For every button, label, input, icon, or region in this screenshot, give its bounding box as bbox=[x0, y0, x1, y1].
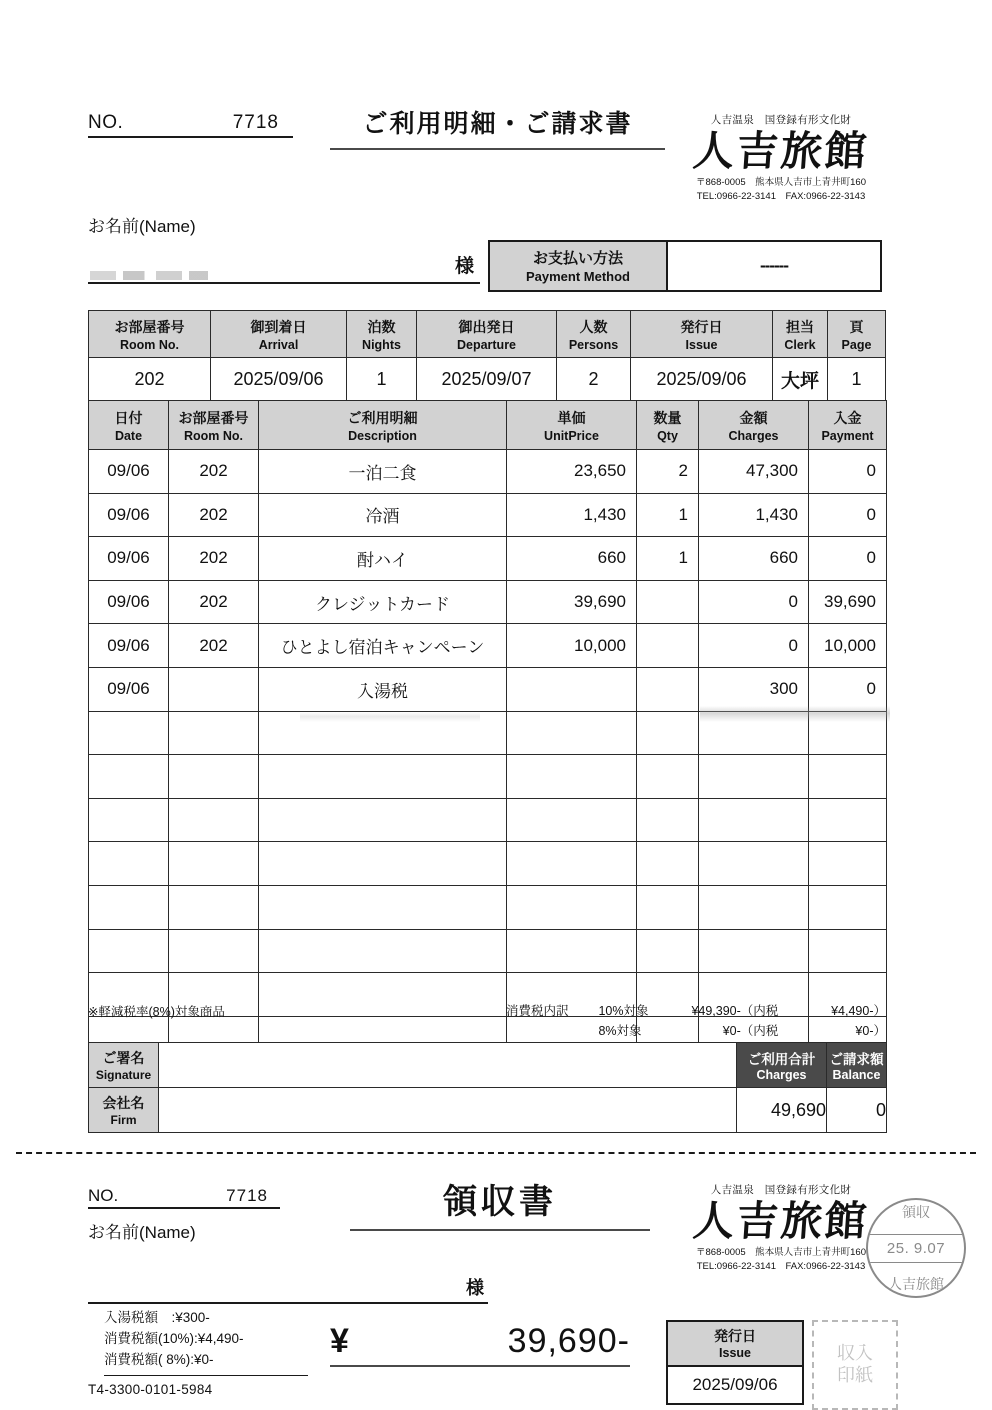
receipt-issue-label-ja: 発行日 bbox=[714, 1328, 756, 1344]
cell-charges bbox=[699, 929, 809, 973]
firm-input-area[interactable] bbox=[159, 1088, 737, 1133]
cell-charges bbox=[699, 798, 809, 842]
tax-spacer bbox=[506, 1020, 598, 1040]
table-row bbox=[89, 798, 887, 842]
cut-separator-line bbox=[16, 1152, 976, 1154]
cell-date: 09/06 bbox=[89, 580, 169, 624]
tax-amount-10: ¥49,390-（内税 bbox=[691, 1004, 779, 1018]
tax-target-10: 10%対象 bbox=[598, 1004, 649, 1018]
cell-payment: 10,000 bbox=[809, 624, 887, 668]
cell-date bbox=[89, 755, 169, 799]
stay-value-persons: 2 bbox=[557, 358, 631, 401]
cell-description bbox=[259, 798, 507, 842]
cell-room bbox=[169, 755, 259, 799]
tax-row-8 bbox=[506, 1020, 886, 1040]
detail-header-row bbox=[89, 401, 887, 450]
company-name-logo: 人吉旅館 bbox=[691, 127, 871, 175]
receipt-number-label: NO. bbox=[88, 1186, 119, 1205]
cell-charges: 300 bbox=[699, 667, 809, 711]
cell-qty bbox=[637, 885, 699, 929]
table-row bbox=[89, 842, 887, 886]
table-row bbox=[89, 493, 887, 537]
seal-bottom-text: 人吉旅館 bbox=[888, 1276, 944, 1292]
cell-unitprice bbox=[507, 798, 637, 842]
cell-charges: 0 bbox=[699, 580, 809, 624]
detail-header-unitprice: 単価 UnitPrice bbox=[507, 401, 637, 450]
payment-method-label-ja: お支払い方法 bbox=[532, 250, 623, 267]
consumption-tax-8-line: 消費税額( 8%):¥0- bbox=[104, 1351, 214, 1367]
table-row bbox=[89, 624, 887, 668]
receipt-issue-date-box bbox=[666, 1320, 804, 1405]
cell-payment bbox=[809, 885, 887, 929]
cell-qty bbox=[637, 667, 699, 711]
cell-unitprice bbox=[507, 929, 637, 973]
company-tagline: 人吉温泉 国登録有形文化財 bbox=[710, 114, 852, 126]
receipt-amount-rule bbox=[330, 1365, 630, 1367]
cell-unitprice: 23,650 bbox=[507, 450, 637, 494]
receipt-title-block bbox=[350, 1174, 650, 1231]
receipt-seal-stamp bbox=[866, 1198, 966, 1298]
cell-charges: 1,430 bbox=[699, 493, 809, 537]
stay-value-departure: 2025/09/07 bbox=[417, 358, 557, 401]
cell-description bbox=[259, 973, 507, 1017]
cell-payment bbox=[809, 711, 887, 755]
cell-room bbox=[169, 667, 259, 711]
cell-room bbox=[169, 885, 259, 929]
receipt-company-contact: TEL:0966-22-3141 FAX:0966-22-3143 bbox=[696, 1261, 866, 1273]
cell-qty bbox=[637, 624, 699, 668]
guest-name-honorific: 様 bbox=[454, 256, 474, 277]
detail-header-qty: 数量 Qty bbox=[637, 401, 699, 450]
detail-header-payment: 入金 Payment bbox=[809, 401, 887, 450]
payment-method-value: ------ bbox=[760, 256, 788, 275]
cell-qty bbox=[637, 929, 699, 973]
detail-line-items-table bbox=[88, 400, 887, 1060]
cell-description: 酎ハイ bbox=[259, 537, 507, 581]
tax-included-8: ¥0-） bbox=[855, 1024, 886, 1038]
receipt-number-block bbox=[88, 1186, 280, 1209]
bathing-tax-line: 入湯税額 :¥300- bbox=[104, 1310, 210, 1325]
payment-method-label-en: Payment Method bbox=[525, 269, 630, 284]
receipt-section bbox=[0, 1168, 992, 1402]
stay-header-clerk: 担当 Clerk bbox=[773, 311, 828, 358]
stay-header-issue: 発行日 Issue bbox=[631, 311, 773, 358]
table-row bbox=[89, 929, 887, 973]
detail-header-room: お部屋番号 Room No. bbox=[169, 401, 259, 450]
cell-payment bbox=[809, 842, 887, 886]
balance-total-value: 0 bbox=[827, 1088, 887, 1133]
payment-method-box bbox=[488, 240, 882, 292]
cell-description bbox=[259, 711, 507, 755]
cell-date bbox=[89, 711, 169, 755]
cell-room bbox=[169, 711, 259, 755]
signature-totals-table bbox=[88, 1042, 887, 1133]
cell-date: 09/06 bbox=[89, 450, 169, 494]
cell-room: 202 bbox=[169, 580, 259, 624]
table-row bbox=[89, 450, 887, 494]
receipt-issue-date-value: 2025/09/06 bbox=[668, 1367, 802, 1403]
cell-room bbox=[169, 798, 259, 842]
cell-qty: 1 bbox=[637, 537, 699, 581]
seal-top-text: 領収 bbox=[902, 1204, 930, 1220]
cell-unitprice: 660 bbox=[507, 537, 637, 581]
receipt-name-label: お名前(Name) bbox=[88, 1223, 196, 1242]
detail-header-date: 日付 Date bbox=[89, 401, 169, 450]
cell-qty bbox=[637, 842, 699, 886]
cell-unitprice bbox=[507, 667, 637, 711]
cell-unitprice bbox=[507, 711, 637, 755]
consumption-tax-10-line: 消費税額(10%):¥4,490- bbox=[104, 1330, 244, 1346]
guest-name-field[interactable] bbox=[88, 248, 480, 284]
cell-qty bbox=[637, 798, 699, 842]
cell-charges: 47,300 bbox=[699, 450, 809, 494]
cell-description bbox=[259, 929, 507, 973]
cell-date: 09/06 bbox=[89, 667, 169, 711]
cell-payment: 0 bbox=[809, 537, 887, 581]
stay-value-room: 202 bbox=[89, 358, 211, 401]
stay-value-issue: 2025/09/06 bbox=[631, 358, 773, 401]
guest-name-label: お名前(Name) bbox=[88, 217, 196, 236]
cell-date bbox=[89, 929, 169, 973]
table-row bbox=[89, 537, 887, 581]
yen-symbol: ¥ bbox=[330, 1322, 349, 1360]
cell-room: 202 bbox=[169, 537, 259, 581]
stay-value-clerk: 大坪 bbox=[773, 358, 828, 401]
stay-header-nights: 泊数 Nights bbox=[347, 311, 417, 358]
cell-description: ひとよし宿泊キャンペーン bbox=[259, 624, 507, 668]
receipt-title: 領収書 bbox=[443, 1183, 557, 1221]
revenue-stamp-placeholder bbox=[812, 1320, 898, 1410]
cell-qty bbox=[637, 580, 699, 624]
receipt-title-rule bbox=[350, 1229, 650, 1231]
signature-label: ご署名 Signature bbox=[89, 1043, 159, 1088]
receipt-number-value: 7718 bbox=[226, 1186, 268, 1205]
cell-room: 202 bbox=[169, 624, 259, 668]
cell-qty bbox=[637, 711, 699, 755]
stay-value-page: 1 bbox=[828, 358, 886, 401]
receipt-company-name-logo: 人吉旅館 bbox=[691, 1197, 871, 1245]
cell-charges: 0 bbox=[699, 624, 809, 668]
cell-unitprice bbox=[507, 885, 637, 929]
cell-payment: 39,690 bbox=[809, 580, 887, 624]
receipt-company-tagline: 人吉温泉 国登録有形文化財 bbox=[710, 1184, 852, 1196]
table-row bbox=[89, 885, 887, 929]
company-contact: TEL:0966-22-3141 FAX:0966-22-3143 bbox=[696, 191, 866, 203]
cell-room bbox=[169, 929, 259, 973]
stay-header-arrival: 御到着日 Arrival bbox=[211, 311, 347, 358]
cell-payment bbox=[809, 929, 887, 973]
cell-date: 09/06 bbox=[89, 537, 169, 581]
cell-qty: 1 bbox=[637, 493, 699, 537]
signature-input-area[interactable] bbox=[159, 1043, 737, 1088]
cell-room bbox=[169, 842, 259, 886]
cell-unitprice: 1,430 bbox=[507, 493, 637, 537]
revenue-stamp-text: 収入 印紙 bbox=[837, 1343, 873, 1385]
stay-value-nights: 1 bbox=[347, 358, 417, 401]
tax-amount-8: ¥0-（内税 bbox=[722, 1024, 779, 1038]
cell-date bbox=[89, 842, 169, 886]
charges-total-header: ご利用合計 Charges bbox=[737, 1043, 827, 1088]
cell-charges: 660 bbox=[699, 537, 809, 581]
receipt-amount-value: 39,690- bbox=[507, 1322, 630, 1360]
cell-unitprice bbox=[507, 755, 637, 799]
cell-payment: 0 bbox=[809, 667, 887, 711]
cell-room: 202 bbox=[169, 450, 259, 494]
receipt-issue-header bbox=[668, 1322, 802, 1367]
invoice-title-rule bbox=[330, 148, 665, 150]
cell-payment bbox=[809, 755, 887, 799]
receipt-company-logo-block bbox=[676, 1182, 886, 1274]
cell-unitprice: 39,690 bbox=[507, 580, 637, 624]
cell-description bbox=[259, 885, 507, 929]
cell-date: 09/06 bbox=[89, 624, 169, 668]
cell-unitprice bbox=[507, 842, 637, 886]
invoice-title: ご利用明細・ご請求書 bbox=[362, 110, 633, 138]
tax-target-8: 8%対象 bbox=[598, 1024, 642, 1038]
detail-header-charges: 金額 Charges bbox=[699, 401, 809, 450]
receipt-amount-block bbox=[330, 1322, 630, 1367]
stay-info-header-row bbox=[89, 311, 886, 358]
table-row bbox=[89, 580, 887, 624]
receipt-name-field[interactable] bbox=[88, 1276, 488, 1304]
stay-header-room: お部屋番号 Room No. bbox=[89, 311, 211, 358]
tax-breakdown-table bbox=[506, 1000, 886, 1040]
cell-charges bbox=[699, 885, 809, 929]
table-row bbox=[89, 711, 887, 755]
receipt-name-honorific: 様 bbox=[466, 1278, 484, 1298]
firm-label: 会社名 Firm bbox=[89, 1088, 159, 1133]
receipt-company-address: 〒868-0005 熊本県人吉市上青井町160 bbox=[696, 1247, 866, 1259]
receipt-tax-rule bbox=[104, 1375, 308, 1376]
table-row bbox=[89, 667, 887, 711]
seal-date-text: 25. 9.07 bbox=[868, 1234, 964, 1263]
cell-unitprice: 10,000 bbox=[507, 624, 637, 668]
business-registration-number: T4-3300-0101-5984 bbox=[88, 1382, 213, 1397]
charges-total-value: 49,690 bbox=[737, 1088, 827, 1133]
payment-method-value-cell[interactable] bbox=[668, 242, 880, 290]
stay-header-page: 頁 Page bbox=[828, 311, 886, 358]
cell-date bbox=[89, 798, 169, 842]
payment-method-label bbox=[490, 242, 668, 290]
detail-header-description: ご利用明細 Description bbox=[259, 401, 507, 450]
table-row bbox=[89, 755, 887, 799]
cell-description: クレジットカード bbox=[259, 580, 507, 624]
receipt-tax-lines bbox=[104, 1308, 344, 1376]
cell-charges bbox=[699, 711, 809, 755]
cell-qty bbox=[637, 755, 699, 799]
cell-room: 202 bbox=[169, 493, 259, 537]
cell-charges bbox=[699, 755, 809, 799]
tax-row-10 bbox=[506, 1000, 886, 1020]
cell-date bbox=[89, 885, 169, 929]
signature-row bbox=[89, 1043, 887, 1088]
stay-info-table bbox=[88, 310, 886, 401]
invoice-title-block bbox=[330, 104, 665, 150]
detail-table-body bbox=[89, 450, 887, 1060]
reduced-tax-note: ※軽減税率(8%)対象商品 bbox=[88, 1005, 225, 1019]
guest-name-redacted bbox=[90, 271, 208, 280]
cell-date: 09/06 bbox=[89, 493, 169, 537]
cell-description bbox=[259, 755, 507, 799]
cell-charges bbox=[699, 842, 809, 886]
tax-breakdown-label: 消費税内訳 bbox=[506, 1004, 569, 1018]
company-logo-block bbox=[676, 112, 886, 204]
stay-header-departure: 御出発日 Departure bbox=[417, 311, 557, 358]
balance-total-header: ご請求額 Balance bbox=[827, 1043, 887, 1088]
stay-value-arrival: 2025/09/06 bbox=[211, 358, 347, 401]
stay-info-value-row bbox=[89, 358, 886, 401]
receipt-issue-label-en: Issue bbox=[719, 1346, 751, 1360]
invoice-number-value: 7718 bbox=[232, 112, 279, 133]
firm-row bbox=[89, 1088, 887, 1133]
cell-description bbox=[259, 842, 507, 886]
cell-payment: 0 bbox=[809, 493, 887, 537]
cell-description: 冷酒 bbox=[259, 493, 507, 537]
cell-description: 一泊二食 bbox=[259, 450, 507, 494]
stay-header-persons: 人数 Persons bbox=[557, 311, 631, 358]
cell-payment bbox=[809, 798, 887, 842]
cell-payment: 0 bbox=[809, 450, 887, 494]
cell-qty: 2 bbox=[637, 450, 699, 494]
invoice-number-label: NO. bbox=[88, 112, 124, 133]
cell-description: 入湯税 bbox=[259, 667, 507, 711]
invoice-number-block bbox=[88, 112, 293, 138]
company-address: 〒868-0005 熊本県人吉市上青井町160 bbox=[696, 177, 866, 189]
tax-included-10: ¥4,490-） bbox=[831, 1004, 886, 1018]
